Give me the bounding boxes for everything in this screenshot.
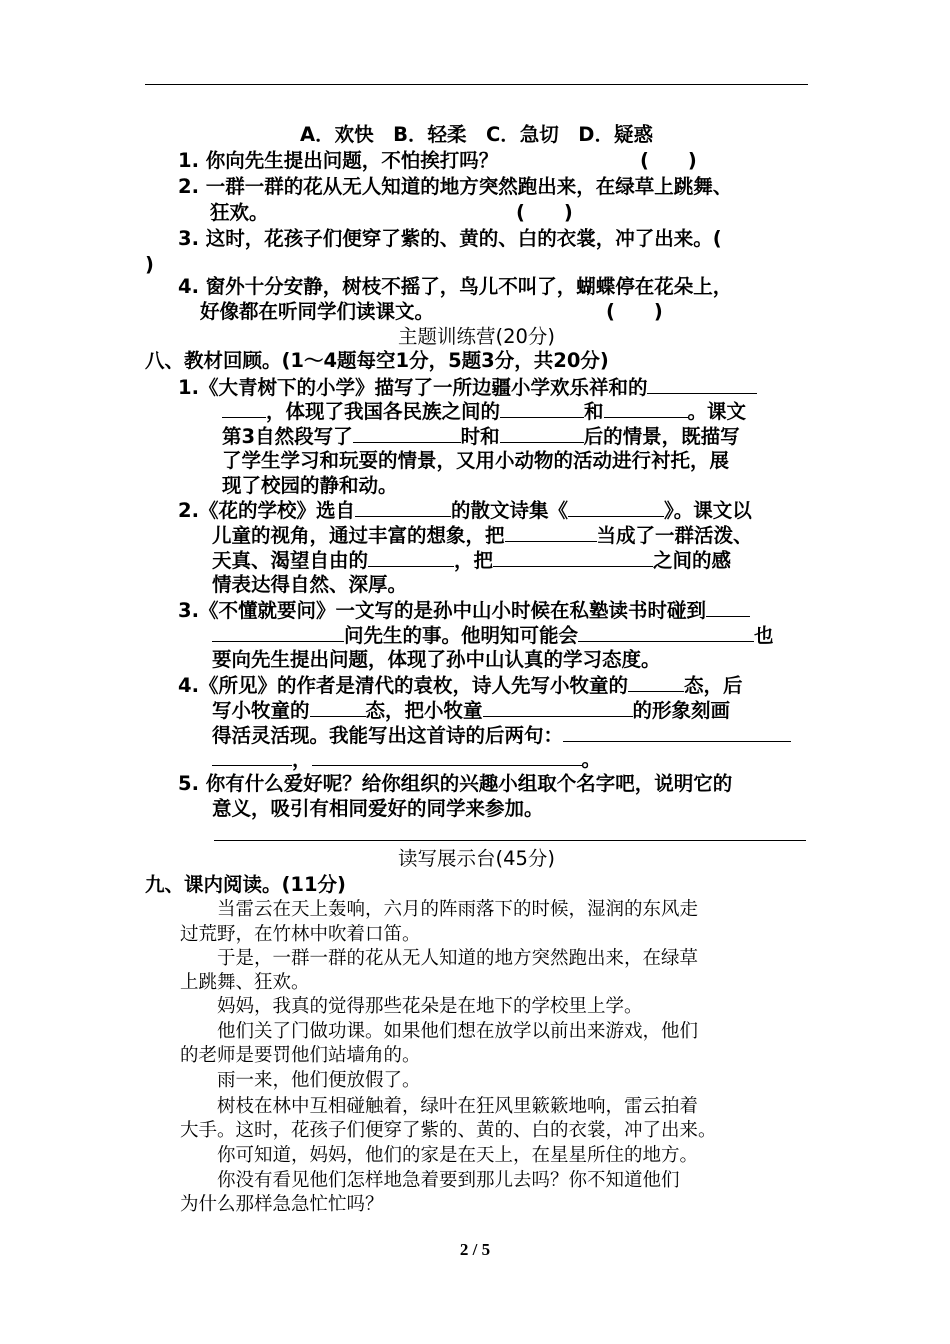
q8-t1-line4: 了学生学习和玩耍的情景，又用小动物的活动进行衬托，展 bbox=[222, 449, 730, 472]
blank[interactable] bbox=[483, 697, 633, 717]
q7-item-3: 3. 这时，花孩子们便穿了紫的、黄的、白的衣裳，冲了出来。( bbox=[178, 227, 722, 250]
q8-t2-line1: 2.《花的学校》选自 的散文诗集《 》。课文以 bbox=[178, 499, 752, 522]
blank[interactable] bbox=[312, 746, 582, 766]
blank[interactable] bbox=[368, 547, 454, 567]
q8-t3-line3: 要向先生提出问题，体现了孙中山认真的学习态度。 bbox=[212, 648, 661, 671]
blank[interactable] bbox=[310, 697, 366, 717]
q7-item-2-paren[interactable]: ( ) bbox=[516, 201, 573, 224]
blank[interactable] bbox=[505, 522, 597, 542]
q8-t4-line3: 得活灵活现。我能写出这首诗的后两句： bbox=[212, 722, 791, 749]
passage-line: 雨一来，他们便放假了。 bbox=[180, 1070, 421, 1091]
q8-t2-line3: 天真、渴望自由的 ，把 之间的感 bbox=[212, 549, 732, 572]
page-number: 2 / 5 bbox=[459, 1240, 491, 1259]
q8-t2-line4: 情表达得自然、深厚。 bbox=[212, 573, 408, 596]
header-rule bbox=[145, 84, 808, 85]
q7-item-1-paren[interactable]: ( ) bbox=[640, 149, 697, 172]
q8-t3-line2: 问先生的事。他明知可能会 也 bbox=[212, 622, 774, 649]
q8-t1-line1: 1.《大青树下的小学》描写了一所边疆小学欢乐祥和的 bbox=[178, 374, 757, 401]
q8-t1-line2: ，体现了我国各民族之间的 和 。课文 bbox=[222, 398, 746, 425]
passage-line: 过荒野，在竹林中吹着口笛。 bbox=[180, 924, 421, 945]
blank[interactable] bbox=[222, 398, 266, 418]
passage-line: 树枝在林中互相碰触着，绿叶在狂风里簌簌地响，雷云拍着 bbox=[180, 1096, 699, 1117]
q8-t5-line2: 意义，吸引有相同爱好的同学来参加。 bbox=[212, 797, 544, 820]
q8-t5-line1: 5. 你有什么爱好呢？给你组织的兴趣小组取个名字吧，说明它的 bbox=[178, 772, 733, 795]
q8-t4-line1: 4.《所见》的作者是清代的袁枚，诗人先写小牧童的 态，后 bbox=[178, 674, 743, 697]
q8-t4-line4: ， 。 bbox=[212, 746, 601, 773]
q7-item-2-cont: 狂欢。 bbox=[210, 201, 269, 224]
blank[interactable] bbox=[647, 374, 757, 394]
passage-line: 你可知道，妈妈，他们的家是在天上，在星星所住的地方。 bbox=[180, 1145, 699, 1166]
blank[interactable] bbox=[563, 722, 791, 742]
q7-item-3-paren-close: ) bbox=[145, 253, 154, 276]
q7-item-1: 1. 你向先生提出问题，不怕挨打吗？ bbox=[178, 149, 499, 172]
blank[interactable] bbox=[500, 398, 584, 418]
blank[interactable] bbox=[568, 497, 664, 517]
q8-t1-line3: 第3自然段写了 时和 后的情景，既描写 bbox=[222, 425, 740, 448]
q7-item-2: 2. 一群一群的花从无人知道的地方突然跑出来，在绿草上跳舞、 bbox=[178, 175, 733, 198]
blank[interactable] bbox=[604, 398, 688, 418]
q9-heading: 九、课内阅读。(11分) bbox=[145, 873, 346, 896]
q7-item-4: 4. 窗外十分安静，树枝不摇了，鸟儿不叫了，蝴蝶停在花朵上， bbox=[178, 275, 733, 298]
passage-line: 的老师是要罚他们站墙角的。 bbox=[180, 1045, 421, 1066]
options-line: A．欢快 B．轻柔 C．急切 D．疑惑 bbox=[300, 123, 653, 146]
blank[interactable] bbox=[578, 622, 754, 642]
passage-line: 大手。这时，花孩子们便穿了紫的、黄的、白的衣裳，冲了出来。 bbox=[180, 1120, 717, 1141]
q8-t3-line1: 3.《不懂就要问》一文写的是孙中山小时候在私塾读书时碰到 bbox=[178, 597, 750, 624]
q8-t4-line2: 写小牧童的 态，把小牧童 的形象刻画 bbox=[212, 699, 731, 722]
answer-line[interactable] bbox=[214, 840, 806, 841]
blank[interactable] bbox=[212, 746, 292, 766]
passage-line: 于是，一群一群的花从无人知道的地方突然跑出来，在绿草 bbox=[180, 948, 699, 969]
passage-line: 上跳舞、狂欢。 bbox=[180, 972, 310, 993]
q8-t1-line5: 现了校园的静和动。 bbox=[222, 474, 398, 497]
q8-t2-line2: 儿童的视角，通过丰富的想象，把 当成了一群活泼、 bbox=[212, 524, 753, 547]
blank[interactable] bbox=[355, 497, 451, 517]
passage-line: 你没有看见他们怎样地急着要到那儿去吗？你不知道他们 bbox=[180, 1170, 680, 1191]
passage-line: 他们关了门做功课。如果他们想在放学以前出来游戏，他们 bbox=[180, 1021, 699, 1042]
q7-item-4-paren[interactable]: ( ) bbox=[606, 300, 663, 323]
passage-line: 为什么那样急急忙忙吗？ bbox=[180, 1194, 384, 1215]
passage-line: 妈妈，我真的觉得那些花朵是在地下的学校里上学。 bbox=[180, 996, 643, 1017]
passage-line: 当雷云在天上轰响，六月的阵雨落下的时候，湿润的东风走 bbox=[180, 899, 699, 920]
q7-item-4-cont: 好像都在听同学们读课文。 bbox=[200, 300, 435, 323]
blank[interactable] bbox=[212, 622, 344, 642]
q8-heading: 八、教材回顾。(1～4题每空1分，5题3分，共20分) bbox=[145, 349, 609, 372]
section-title-reading: 读写展示台(45分) bbox=[397, 847, 556, 870]
blank[interactable] bbox=[493, 547, 653, 567]
blank[interactable] bbox=[706, 597, 750, 617]
blank[interactable] bbox=[353, 423, 461, 443]
blank[interactable] bbox=[628, 672, 684, 692]
blank[interactable] bbox=[500, 423, 584, 443]
section-title-theme: 主题训练营(20分) bbox=[397, 325, 556, 348]
